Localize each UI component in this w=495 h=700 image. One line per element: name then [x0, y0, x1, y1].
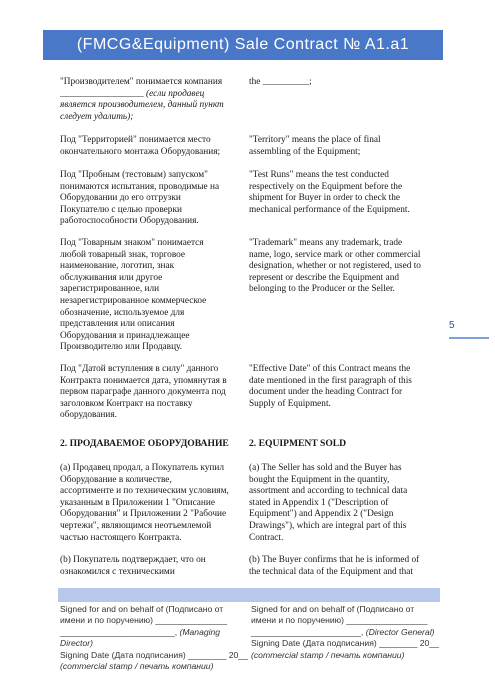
footer-left-role: (Managing Director)	[60, 626, 221, 649]
footer-signature-right	[251, 604, 443, 661]
clause-b-ru: (b) Покупатель подтверждает, что он ознакомился с техническими	[60, 555, 206, 577]
document-title: (FMCG&Equipment) Sale Contract № A1.a1	[43, 30, 443, 60]
definition-producer-ru-text: "Производителем" понимается компания __________________	[60, 77, 223, 99]
definition-test-runs-en: "Test Runs" means the test conducted respectively on the Equipment before the shipment for Buyer in order to check the mechanical performance of the Equipment.	[249, 170, 410, 215]
footer-left-signed: Signed for and on behalf of (Подписано от имени и по поручению) _______________	[60, 604, 228, 626]
footer-divider-bar	[58, 588, 440, 602]
definition-test-runs-ru: Под "Пробным (тестовым) запуском" понимаются испытания, проводимые на Оборудовании до его отгрузки Покупателю с целью проверки работоспособности Оборудования.	[60, 170, 220, 227]
footer-left-stamp: (commercial stamp / печать компании)	[60, 661, 214, 672]
definition-trademark-ru: Под "Товарным знаком" понимается любой товарный знак, торговое наименование, логотип, знак обслуживания или другое зарегистрированное, или незарегистрированное коммерческое обозначение, используемое для представления или описания Оборудования и принадлежащее Производителю или Продавцу.	[60, 238, 207, 353]
footer-right-stamp: (commercial stamp / печать компании)	[251, 649, 405, 660]
definition-territory-ru: Под "Территорией" понимается место окончательного монтажа Оборудования;	[60, 135, 221, 157]
page-number: 5	[449, 320, 455, 331]
clause-a-en: (a) The Seller has sold and the Buyer has bought the Equipment in the quantity, assortment and according to technical data stated in Appendix 1 ("Description of Equipment") and Appendix 2 ("Design Drawings"), which are integral part of this Contract.	[249, 463, 408, 543]
section-heading-en: 2. EQUIPMENT SOLD	[249, 438, 347, 449]
definition-producer-ru	[60, 77, 224, 123]
footer-signature-left	[60, 604, 250, 672]
footer-left-blank: ________________________,	[60, 626, 180, 637]
definition-producer-ru-note: (если продавец является производителем, данный пункт следует удалить);	[60, 88, 224, 122]
definition-territory-en: "Territory" means the place of final assembling of the Equipment;	[249, 135, 381, 157]
definition-effective-date-ru: Под "Датой вступления в силу" данного Контракта понимается дата, упомянутая в первом параграфе данного документа под заголовком Контракт на поставку оборудования.	[60, 364, 227, 421]
footer-right-blank: _______________________,	[251, 626, 366, 637]
section-heading-ru: 2. ПРОДАВАЕМОЕ ОБОРУДОВАНИЕ	[60, 438, 229, 449]
definition-producer-en: the __________;	[249, 77, 312, 87]
footer-left-date: Signing Date (Дата подписания) ________ 20__	[60, 649, 248, 660]
clause-b-en: (b) The Buyer confirms that he is informed of the technical data of the Equipment and that	[249, 555, 420, 577]
page-number-underline	[449, 337, 489, 339]
clause-a-ru: (а) Продавец продал, а Покупатель купил Оборудование в количестве, ассортименте и по техническим условиям, указанным в Приложении 1 "Описание Оборудования" и Приложении 2 "Рабочие чертежи", являющимся неотъемлемой частью настоящего Контракта.	[60, 463, 229, 543]
definition-trademark-en: "Trademark" means any trademark, trade name, logo, service mark or other commercial designation, whether or not registered, used to represent or describe the Equipment and belonging to the Producer or the Seller.	[249, 238, 421, 295]
definition-effective-date-en: "Effective Date" of this Contract means the date mentioned in the first paragraph of this document under the heading Contract for Supply of Equipment.	[249, 364, 412, 409]
footer-right-signed: Signed for and on behalf of (Подписано от имени и по поручению) _________________	[251, 604, 428, 626]
footer-right-role: (Director General)	[365, 626, 435, 637]
footer-right-date: Signing Date (Дата подписания) ________ 20__	[251, 638, 439, 649]
